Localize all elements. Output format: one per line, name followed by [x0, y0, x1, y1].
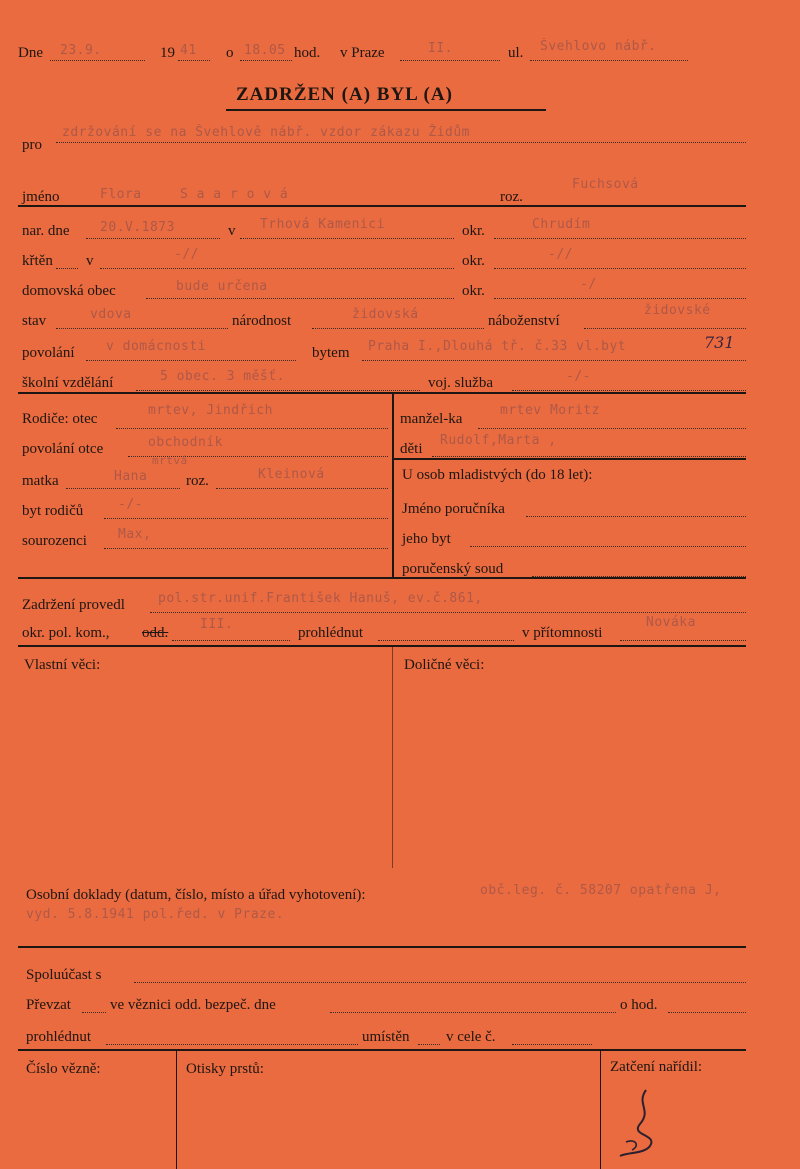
- birth-date-label: nar. dne: [22, 223, 70, 239]
- prison-label: ve věznici odd. bezpeč. dne: [110, 997, 276, 1013]
- minors-heading: U osob mladistvých (do 18 let):: [402, 467, 593, 483]
- birth-place-label: v: [228, 223, 236, 239]
- received-hour-label: o hod.: [620, 997, 658, 1013]
- religion-value: židovské: [644, 303, 711, 318]
- presence-value: Nováka: [646, 615, 696, 630]
- maiden-value: Fuchsová: [572, 177, 639, 192]
- guardian-court-label: poručenský soud: [402, 561, 504, 577]
- street-label: ul.: [508, 45, 524, 61]
- mother-label: matka: [22, 473, 59, 489]
- fingerprints-label: Otisky prstů:: [186, 1061, 264, 1077]
- military-value: -/-: [566, 369, 591, 384]
- presence-label: v přítomnosti: [522, 625, 603, 641]
- date-value: 23.9.: [60, 43, 102, 58]
- department-value: III.: [200, 617, 234, 632]
- birth-place-value: Trhová Kamenici: [260, 217, 385, 232]
- date-label: Dne: [18, 45, 43, 61]
- occupation-value: v domácnosti: [106, 339, 206, 354]
- maiden-label: roz.: [500, 189, 523, 205]
- cell-label: v cele č.: [446, 1029, 496, 1045]
- mother-maiden-label: roz.: [186, 473, 209, 489]
- time-label: o: [226, 45, 234, 61]
- first-name-value: Flora: [100, 187, 142, 202]
- father-occupation-value: obchodník: [148, 435, 223, 450]
- reason-value: zdržování se na Švehlově nábř. vzdor zákazu Židům: [62, 125, 471, 140]
- mother-note-value: mrtvá: [152, 454, 188, 467]
- arrest-officer-value: pol.str.unif.František Hanuš, ev.č.861,: [158, 591, 483, 606]
- documents-line2: vyd. 5.8.1941 pol.řed. v Praze.: [26, 907, 285, 922]
- municipality-label: domovská obec: [22, 283, 116, 299]
- siblings-label: sourozenci: [22, 533, 87, 549]
- religion-label: náboženství: [488, 313, 560, 329]
- birth-district-value: Chrudím: [532, 217, 591, 232]
- evidence-items-label: Doličné věci:: [404, 657, 485, 673]
- year-prefix: 19: [160, 45, 175, 61]
- mother-maiden-value: Kleinová: [258, 467, 325, 482]
- inspected-label: prohlédnut: [26, 1029, 91, 1045]
- signature-icon: [606, 1084, 686, 1164]
- education-value: 5 obec. 3 měšť.: [160, 369, 285, 384]
- name-label: jméno: [22, 189, 60, 205]
- hour-label: hod.: [294, 45, 321, 61]
- baptized-district-label: okr.: [462, 253, 485, 269]
- siblings-value: Max,: [118, 527, 152, 542]
- address-handwritten-note: 731: [704, 333, 735, 352]
- documents-label: Osobní doklady (datum, číslo, místo a úřad vyhotovení):: [26, 887, 366, 903]
- complicity-label: Spoluúčast s: [26, 967, 102, 983]
- guardian-residence-label: jeho byt: [402, 531, 451, 547]
- education-label: školní vzdělání: [22, 375, 114, 391]
- military-label: voj. služba: [428, 375, 493, 391]
- occupation-label: povolání: [22, 345, 75, 361]
- father-occupation-label: povolání otce: [22, 441, 104, 457]
- arrest-officer-label: Zadržení provedl: [22, 597, 125, 613]
- baptized-district-value: -//: [548, 247, 573, 262]
- district-value: II.: [428, 41, 453, 56]
- birth-district-label: okr.: [462, 223, 485, 239]
- father-value: mrtev, Jindřich: [148, 403, 273, 418]
- documents-line1: obč.leg. č. 58207 opatřena J,: [480, 883, 722, 898]
- municipality-district-label: okr.: [462, 283, 485, 299]
- form-title: ZADRŽEN (A) BYL (A): [236, 84, 453, 105]
- baptized-label: křtěn: [22, 253, 53, 269]
- guardian-label: Jméno poručníka: [402, 501, 505, 517]
- address-label: bytem: [312, 345, 350, 361]
- marital-value: vdova: [90, 307, 132, 322]
- children-value: Rudolf,Marta ,: [440, 433, 557, 448]
- nationality-value: židovská: [352, 307, 419, 322]
- time-value: 18.05: [244, 43, 286, 58]
- parents-residence-label: byt rodičů: [22, 503, 84, 519]
- surname-value: S a a r o v á: [180, 187, 289, 202]
- baptized-place-label: v: [86, 253, 94, 269]
- nationality-label: národnost: [232, 313, 292, 329]
- searched-label: prohlédnut: [298, 625, 363, 641]
- father-label: Rodiče: otec: [22, 411, 98, 427]
- personal-items-label: Vlastní věci:: [24, 657, 101, 673]
- placed-label: umístěn: [362, 1029, 410, 1045]
- municipality-district-value: -/: [580, 277, 597, 292]
- pro-label: pro: [22, 137, 42, 153]
- year-value: 41: [180, 43, 197, 58]
- prisoner-number-label: Číslo vězně:: [26, 1061, 101, 1077]
- spouse-value: mrtev Moritz: [500, 403, 600, 418]
- received-label: Převzat: [26, 997, 71, 1013]
- address-value: Praha I.,Dlouhá tř. č.33 vl.byt: [368, 339, 627, 354]
- ordered-by-label: Zatčení nařídil:: [610, 1059, 703, 1075]
- baptized-place-value: -//: [174, 247, 199, 262]
- spouse-label: manžel-ka: [400, 411, 463, 427]
- birth-date-value: 20.V.1873: [100, 220, 175, 235]
- department-label: odd.: [142, 625, 169, 641]
- police-office-label: okr. pol. kom.,: [22, 625, 110, 641]
- parents-residence-value: -/-: [118, 497, 143, 512]
- children-label: děti: [400, 441, 423, 457]
- street-value: Švehlovo nábř.: [540, 39, 657, 54]
- marital-label: stav: [22, 313, 47, 329]
- municipality-value: bude určena: [176, 279, 268, 294]
- city-label: v Praze: [340, 45, 385, 61]
- mother-name-value: Hana: [114, 469, 148, 484]
